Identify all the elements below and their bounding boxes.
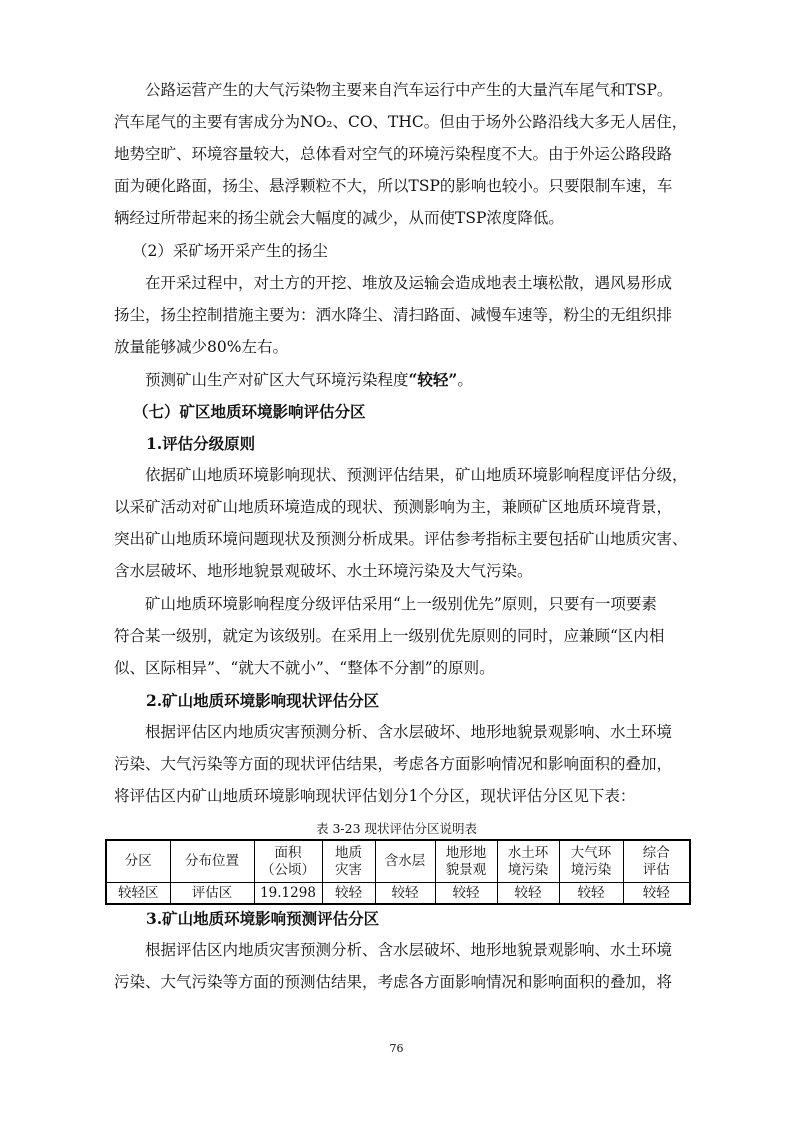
paragraph-6-line-2: 污染、大气污染等方面的现状评估结果，考虑各方面影响情况和影响面积的叠加， [114,755,673,773]
paragraph-4-line-3: 突出矿山地质环境问题现状及预测分析成果。评估参考指标主要包括矿山地质灾害、 [114,530,688,548]
table-cell: 19.1298 [254,883,322,905]
paragraph-4-line-1: 依据矿山地质环境影响现状、预测评估结果，矿山地质环境影响程度评估分级， [145,466,688,484]
heading-prediction-zoning: 3.矿山地质环境影响预测评估分区 [146,909,380,928]
table-caption: 表 3-23 现状评估分区说明表 [315,821,478,836]
table-cell: 较轻 [559,883,623,905]
heading-evaluation-principle: 1.评估分级原则 [146,434,256,453]
table-header-cell: 面积 （公顷） [254,840,322,883]
paragraph-2-line-2: 扬尘，扬尘控制措施主要为：洒水降尘、清扫路面、减慢车速等，粉尘的无组织排 [114,306,673,324]
paragraph-3 [145,364,473,397]
table-header-cell: 地形地 貌景观 [435,840,497,883]
paragraph-1-line-4: 面为硬化路面，扬尘、悬浮颗粒不大，所以TSP的影响也较小。只要限制车速，车 [114,177,673,195]
table-cell: 较轻 [497,883,559,905]
paragraph-2-line-3: 放量能够减少80%左右。 [114,338,288,356]
table-row [106,883,690,905]
paragraph-5-line-3: 似、区际相异”、“就大不就小”、“整体不分割”的原则。 [114,659,495,677]
table-header-cell: 综合 评估 [623,840,690,883]
paragraph-6-line-3: 将评估区内矿山地质环境影响现状评估划分1个分区，现状评估分区见下表： [114,787,636,805]
paragraph-4-line-4: 含水层破坏、地形地貌景观破坏、水土环境污染及大气污染。 [114,562,533,580]
page-number: 76 [389,1042,404,1055]
paragraph-7-line-2: 污染、大气污染等方面的预测估结果，考虑各方面影响情况和影响面积的叠加，将 [114,973,673,991]
paragraph-3-bold: “较轻” [408,370,458,389]
heading-current-status-zoning: 2.矿山地质环境影响现状评估分区 [146,691,380,710]
table-cell: 较轻 [375,883,435,905]
table-cell: 评估区 [170,883,254,905]
paragraph-1-line-1: 公路运营产生的大气污染物主要来自汽车运行中产生的大量汽车尾气和TSP。 [145,81,673,99]
table-header-cell: 水土环 境污染 [497,840,559,883]
paragraph-5-line-2: 符合某一级别，就定为该级别。在采用上一级别优先原则的同时，应兼顾“区内相 [114,627,665,645]
table-cell: 较轻 [322,883,375,905]
subheading-dust: （2）采矿场开采产生的扬尘 [132,242,328,260]
zoning-table [105,839,691,905]
paragraph-5-line-1: 矿山地质环境影响程度分级评估采用“上一级别优先”原则，只要有一项要素 [145,595,657,613]
table-header-row [106,840,690,883]
table-header-cell: 分区 [106,840,170,883]
paragraph-2-line-1: 在开采过程中，对土方的开挖、堆放及运输会造成地表土壤松散，遇风易形成 [145,274,673,292]
table-cell: 较轻区 [106,883,170,905]
table-header-cell: 分布位置 [170,840,254,883]
paragraph-7-line-1: 根据评估区内地质灾害预测分析、含水层破坏、地形地貌景观影响、水土环境 [145,941,673,959]
table-header-cell: 地质 灾害 [322,840,375,883]
paragraph-3-prefix: 预测矿山生产对矿区大气环境污染程度 [145,371,409,389]
section-heading-seven: （七）矿区地质环境影响评估分区 [133,402,366,421]
paragraph-6-line-1: 根据评估区内地质灾害预测分析、含水层破坏、地形地貌景观影响、水土环境 [145,723,673,741]
paragraph-3-suffix: 。 [457,371,473,389]
table-header-cell: 含水层 [375,840,435,883]
paragraph-1-line-2: 汽车尾气的主要有害成分为NO₂、CO、THC。但由于场外公路沿线大多无人居住， [114,113,688,131]
table-header-cell: 大气环 境污染 [559,840,623,883]
paragraph-1-line-3: 地势空旷、环境容量较大，总体看对空气的环境污染程度不大。由于外运公路段路 [114,145,673,163]
table-cell: 较轻 [623,883,690,905]
table-cell: 较轻 [435,883,497,905]
paragraph-4-line-2: 以采矿活动对矿山地质环境造成的现状、预测影响为主，兼顾矿区地质环境背景， [114,498,673,516]
paragraph-1-line-5: 辆经过所带起来的扬尘就会大幅度的减少，从而使TSP浓度降低。 [114,209,564,227]
